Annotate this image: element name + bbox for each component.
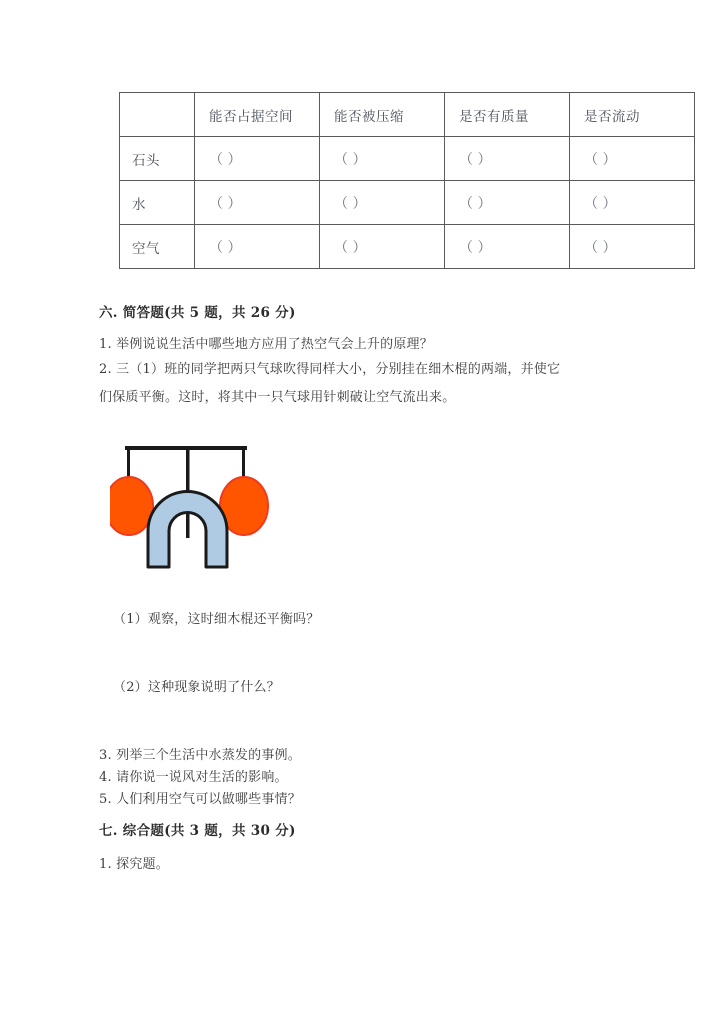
answer-cell[interactable] (570, 137, 695, 181)
blank-parens: （ ） (459, 195, 492, 212)
answer-cell[interactable] (195, 225, 320, 269)
blank-parens: （ ） (209, 239, 242, 256)
table-header-flows: 是否流动 (570, 93, 695, 137)
blank-parens: （ ） (459, 151, 492, 168)
blank-parens: （ ） (584, 151, 617, 168)
answer-cell[interactable] (570, 181, 695, 225)
row-label-air: 空气 (120, 225, 195, 269)
row-label-stone: 石头 (120, 137, 195, 181)
blank-parens: （ ） (209, 151, 242, 168)
material-properties-table (119, 92, 695, 269)
table-header-has-mass: 是否有质量 (445, 93, 570, 137)
left-balloon (110, 477, 153, 535)
table-header-compressible: 能否被压缩 (320, 93, 445, 137)
blank-parens: （ ） (334, 151, 367, 168)
answer-cell[interactable] (195, 181, 320, 225)
question-6-4: 4. 请你说一说风对生活的影响。 (99, 770, 288, 785)
blank-parens: （ ） (334, 239, 367, 256)
table-row (120, 181, 695, 225)
blank-parens: （ ） (584, 195, 617, 212)
question-6-2-line2: 们保质平衡。这时，将其中一只气球用针刺破让空气流出来。 (99, 390, 456, 405)
question-6-3: 3. 列举三个生活中水蒸发的事例。 (99, 748, 301, 763)
question-6-1: 1. 举例说说生活中哪些地方应用了热空气会上升的原理？ (99, 337, 433, 352)
table-header-row (120, 93, 695, 137)
answer-cell[interactable] (320, 137, 445, 181)
table-header-occupy-space: 能否占据空间 (195, 93, 320, 137)
balance-with-balloons-diagram (110, 435, 270, 580)
section-heading-seven: 七. 综合题(共 3 题，共 30 分) (99, 823, 296, 839)
answer-cell[interactable] (195, 137, 320, 181)
blank-parens: （ ） (459, 239, 492, 256)
question-6-2-sub1: （1）观察，这时细木棍还平衡吗？ (113, 612, 320, 627)
answer-cell[interactable] (320, 181, 445, 225)
table-header-corner (120, 93, 195, 137)
question-6-2-line1: 2. 三（1）班的同学把两只气球吹得同样大小，分别挂在细木棍的两端，并使它 (99, 362, 561, 377)
answer-cell[interactable] (570, 225, 695, 269)
question-6-2-sub2: （2）这种现象说明了什么？ (113, 680, 280, 695)
answer-cell[interactable] (445, 225, 570, 269)
answer-cell[interactable] (445, 181, 570, 225)
answer-cell[interactable] (445, 137, 570, 181)
row-label-water: 水 (120, 181, 195, 225)
table-row (120, 137, 695, 181)
blank-parens: （ ） (584, 239, 617, 256)
question-6-5: 5. 人们利用空气可以做哪些事情？ (99, 792, 301, 807)
answer-cell[interactable] (320, 225, 445, 269)
table-row (120, 225, 695, 269)
section-heading-six: 六. 简答题(共 5 题，共 26 分) (99, 305, 296, 321)
blank-parens: （ ） (209, 195, 242, 212)
question-7-1: 1. 探究题。 (99, 857, 169, 872)
blank-parens: （ ） (334, 195, 367, 212)
